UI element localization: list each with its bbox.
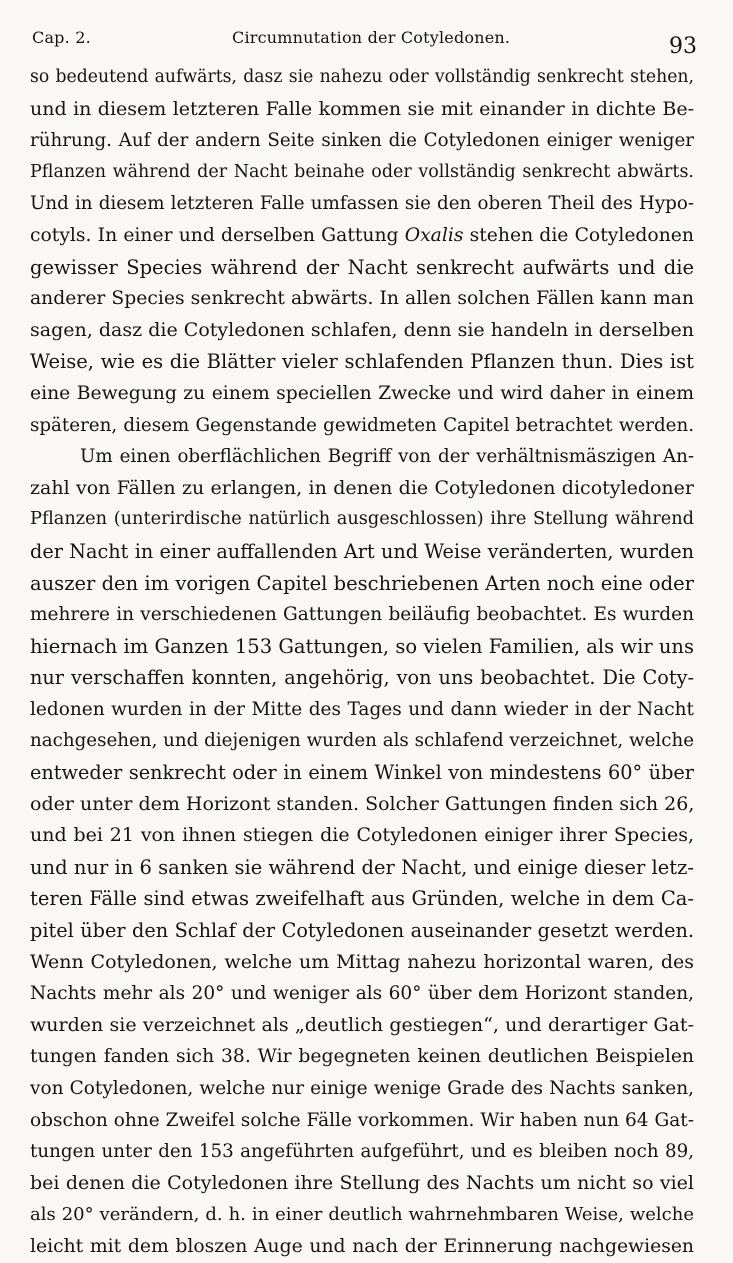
text-line: wurden sie verzeichnet als „deutlich gestiegen“, und derartiger Gat-	[30, 1013, 694, 1036]
text-line: und in diesem letzteren Falle kommen sie mit einander in dichte Be-	[30, 97, 694, 120]
text-line: und bei 21 von ihnen stiegen die Cotyledonen einiger ihrer Species,	[30, 824, 694, 847]
text-line: hiernach im Ganzen 153 Gattungen, so vielen Familien, als wir uns	[30, 634, 694, 658]
text-line	[30, 220, 694, 252]
text-line: so bedeutend aufwärts, dasz sie nahezu oder vollständig senkrecht stehen,	[30, 67, 694, 87]
text-line: ledonen wurden in der Mitte des Tages und dann wieder in der Nacht	[30, 698, 694, 720]
genus-name-italic: Oxalis	[404, 224, 464, 246]
text-line: mehrere in verschiedenen Gattungen beiläufig beobachtet. Es wurden	[30, 604, 694, 626]
chapter-label: Cap. 2.	[32, 28, 91, 47]
text-line: obschon ohne Zweifel solche Fälle vorkommen. Wir haben nun 64 Gat-	[30, 1109, 694, 1131]
text-line: der Nacht in einer auffallenden Art und Weise veränderten, wurden	[30, 539, 694, 563]
text-line: nur verschaffen konnten, angehörig, von uns beobachtet. Die Coty-	[30, 666, 694, 690]
text-line: Wenn Cotyledonen, welche um Mittag nahezu horizontal waren, des	[30, 950, 694, 973]
text-line: tungen unter den 153 angeführten aufgeführt, und es bleiben noch 89,	[30, 1141, 694, 1163]
text-line: als 20° verändern, d. h. in einer deutlich wahrnehmbaren Weise, welche	[30, 1204, 694, 1226]
text-segment: stehen die Cotyledonen	[469, 224, 694, 246]
text-line: leicht mit dem bloszen Auge und nach der Erinnerung nachgewiesen	[30, 1235, 694, 1257]
text-line: oder unter dem Horizont standen. Solcher Gattungen finden sich 26,	[30, 792, 694, 815]
text-line: bei denen die Cotyledonen ihre Stellung des Nachts um nicht so viel	[30, 1171, 694, 1194]
text-line: anderer Species senkrecht abwärts. In allen solchen Fällen kann man	[30, 288, 694, 310]
body-text	[30, 62, 694, 1263]
text-line: entweder senkrecht oder in einem Winkel von mindestens 60° über	[30, 761, 694, 785]
text-line: eine Bewegung zu einem speciellen Zwecke und wird daher in einem	[30, 382, 694, 404]
text-line: von Cotyledonen, welche nur einige wenige Grade des Nachts sanken,	[30, 1078, 694, 1099]
text-line: sagen, dasz die Cotyledonen schlafen, denn sie handeln in derselben	[30, 318, 694, 341]
text-line: teren Fälle sind etwas zweifelhaft aus Gründen, welche in dem Ca-	[30, 887, 694, 911]
text-line: späteren, diesem Gegenstande gewidmeten Capitel betrachtet werden.	[30, 414, 694, 436]
text-line: zahl von Fällen zu erlangen, in denen die Cotyledonen dicotyledoner	[30, 476, 694, 499]
text-line: rührung. Auf der andern Seite sinken die Cotyledonen einiger weniger	[30, 130, 694, 152]
text-line: Nachts mehr als 20° und weniger als 60° über dem Horizont standen,	[30, 983, 694, 1005]
text-line: Weise, wie es die Blätter vieler schlafenden Pflanzen thun. Dies ist	[30, 350, 694, 374]
text-line: gewisser Species während der Nacht senkrecht aufwärts und die	[30, 255, 694, 279]
text-line: Pflanzen (unterirdische natürlich ausgeschlossen) ihre Stellung während	[30, 509, 694, 530]
text-line: und nur in 6 sanken sie während der Nacht, und einige dieser letz-	[30, 855, 694, 879]
running-title: Circumnutation der Cotyledonen.	[232, 28, 511, 47]
page-number: 93	[669, 34, 697, 59]
text-line: Und in diesem letzteren Falle umfassen sie den oberen Theil des Hypo-	[30, 193, 694, 215]
running-head	[32, 24, 697, 59]
text-line: pitel über den Schlaf der Cotyledonen auseinander gesetzt werden.	[30, 919, 694, 943]
paragraph-start-line: Um einen oberflächlichen Begriff von der verhältnismäszigen An-	[80, 446, 694, 468]
text-line: nachgesehen, und diejenigen wurden als schlafend verzeichnet, welche	[30, 730, 694, 752]
text-line: Pflanzen während der Nacht beinahe oder vollständig senkrecht abwärts.	[30, 161, 694, 182]
text-segment: cotyls. In einer und derselben Gattung	[30, 224, 399, 246]
text-line: auszer den im vorigen Capitel beschriebenen Arten noch eine oder	[30, 571, 694, 595]
text-line: tungen fanden sich 38. Wir begegneten keinen deutlichen Beispielen	[30, 1046, 694, 1068]
